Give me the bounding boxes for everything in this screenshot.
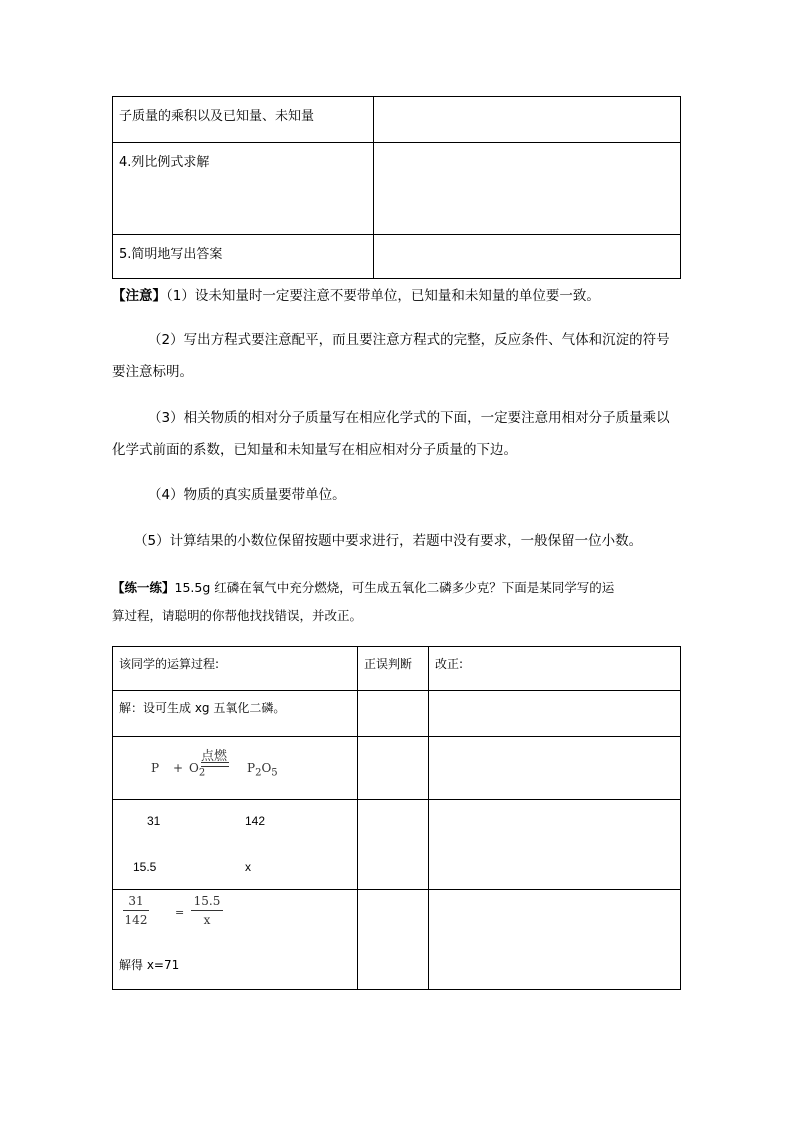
- mass-phosphorus: 31: [147, 814, 161, 828]
- judgement-cell: [358, 691, 429, 737]
- step-text: 4.列比例式求解: [119, 155, 210, 170]
- note-4: （4）物质的真实质量要带单位。: [148, 487, 346, 503]
- eq-line-bottom: [201, 766, 229, 767]
- content-cell: [374, 143, 681, 235]
- eq-product-sub1: 2: [255, 767, 262, 779]
- step-cell: [113, 97, 374, 143]
- eq-product-sub2: 5: [271, 767, 278, 779]
- content-cell: [374, 235, 681, 279]
- eq-product-p: P: [247, 761, 256, 775]
- steps-table: [112, 96, 681, 279]
- judgement-cell: [358, 800, 429, 890]
- step-text: 5.简明地写出答案: [119, 247, 223, 262]
- content-cell: [374, 97, 681, 143]
- eq-condition: 点燃: [201, 749, 228, 764]
- solution-text: 解得 x=71: [119, 958, 180, 972]
- proportion-cell: [113, 890, 358, 990]
- practice-text-b: 算过程，请聪明的你帮他找找错误，并改正。: [112, 608, 363, 623]
- header-process: 该同学的运算过程:: [113, 647, 358, 691]
- eq-phosphorus: P: [151, 761, 160, 775]
- masses-cell: [113, 800, 358, 890]
- work-table: [112, 646, 681, 990]
- fraction-right: [191, 894, 223, 927]
- mass-product: 142: [245, 814, 266, 828]
- correction-cell: [429, 737, 681, 800]
- practice-text: [112, 574, 684, 630]
- fraction-right-num: 15.5: [193, 894, 221, 908]
- row-let-statement: 解：设可生成 xg 五氧化二磷。: [113, 691, 358, 737]
- fraction-bar: [123, 910, 149, 911]
- eq-oxygen-symbol: O: [189, 761, 199, 775]
- correction-cell: [429, 691, 681, 737]
- fraction-right-den: x: [203, 913, 211, 927]
- fraction-bar: [191, 910, 223, 911]
- note-1: [112, 283, 600, 309]
- equation-cell: [113, 737, 358, 800]
- note-label: 【注意】: [112, 288, 166, 304]
- chemical-equation: [119, 745, 351, 791]
- fraction-left: [123, 894, 149, 927]
- correction-cell: [429, 890, 681, 990]
- note-1-text: （1）设未知量时一定要注意不要带单位，已知量和未知量的单位要一致。: [166, 288, 600, 304]
- equals-sign: =: [175, 906, 185, 919]
- practice-label: 【练一练】: [112, 580, 175, 595]
- step-cell: [113, 143, 374, 235]
- header-correction: 改正:: [429, 647, 681, 691]
- eq-product-o: O: [261, 761, 272, 775]
- fraction-left-num: 31: [128, 894, 144, 908]
- note-3a: （3）相关物质的相对分子质量写在相应化学式的下面，一定要注意用相对分子质量乘以: [148, 410, 670, 426]
- eq-plus: +: [173, 761, 184, 775]
- eq-oxygen-sub: 2: [198, 767, 206, 779]
- fraction-left-den: 142: [124, 913, 148, 927]
- eq-line-top: [201, 762, 229, 763]
- note-2a: （2）写出方程式要注意配平，而且要注意方程式的完整，反应条件、气体和沉淀的符号: [148, 332, 670, 348]
- step-cell: [113, 235, 374, 279]
- step-text: 子质量的乘积以及已知量、未知量: [119, 109, 315, 124]
- header-judgement: 正误判断: [358, 647, 429, 691]
- mass-given: 15.5: [133, 860, 157, 874]
- note-2b: 要注意标明。: [112, 364, 193, 380]
- mass-unknown: x: [245, 860, 251, 874]
- judgement-cell: [358, 890, 429, 990]
- correction-cell: [429, 800, 681, 890]
- note-3b: 化学式前面的系数，已知量和未知量写在相应相对分子质量的下边。: [112, 442, 517, 458]
- practice-text-a: 15.5g 红磷在氧气中充分燃烧，可生成五氧化二磷多少克？下面是某同学写的运: [174, 580, 615, 595]
- note-5: （5）计算结果的小数位保留按题中要求进行，若题中没有要求，一般保留一位小数。: [134, 533, 643, 549]
- judgement-cell: [358, 737, 429, 800]
- proportion: [119, 894, 351, 980]
- eq-product: [247, 761, 278, 778]
